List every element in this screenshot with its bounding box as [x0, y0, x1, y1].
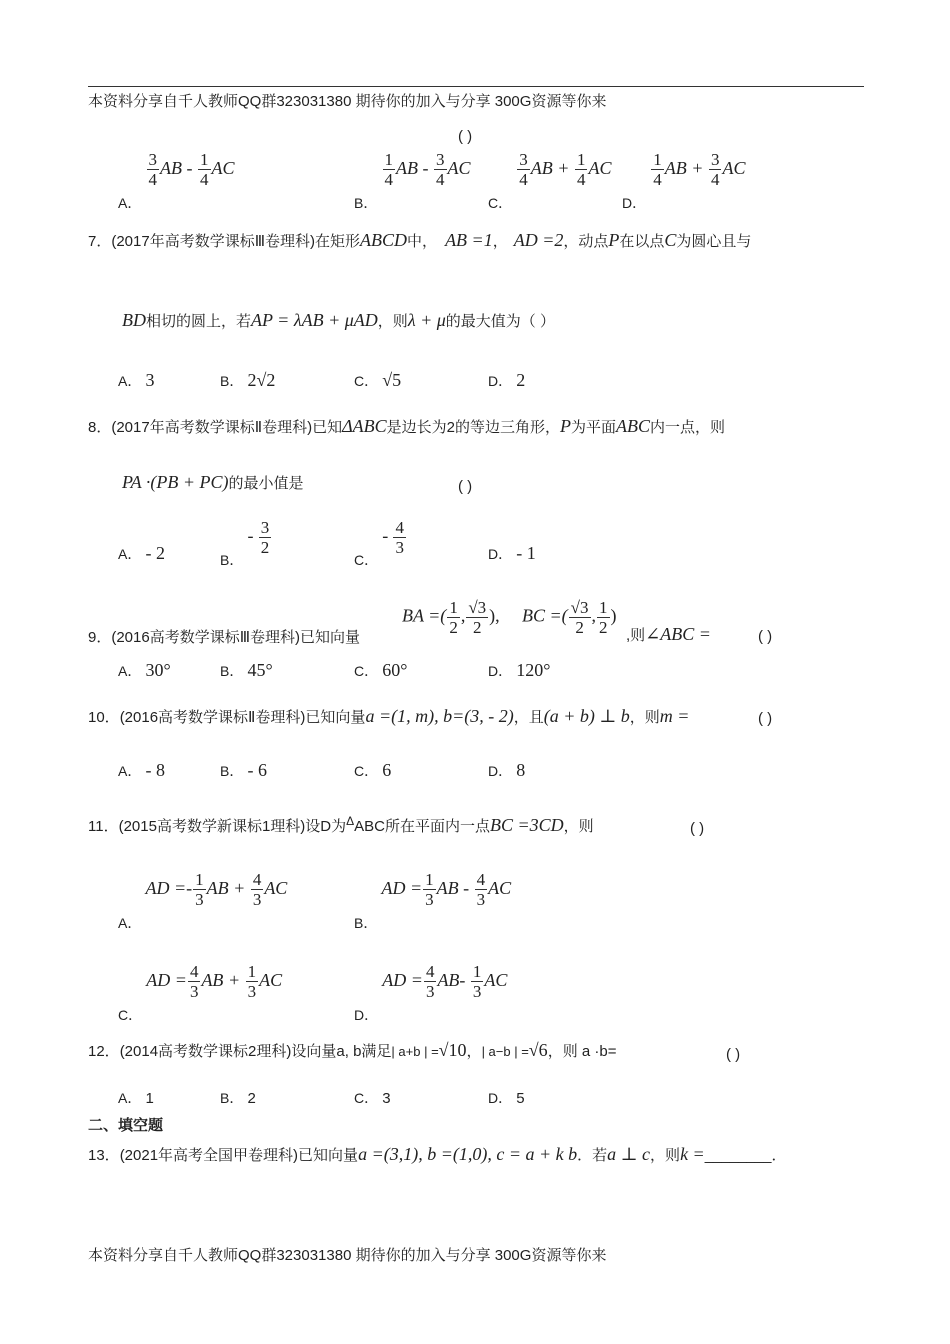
q9-stem-tail: ,则∠ABC = — [626, 624, 711, 644]
q7-option-c[interactable]: C． √5 — [354, 370, 402, 390]
q8-option-a[interactable]: A． - 2 — [118, 543, 166, 563]
q11-option-b[interactable]: B． AD = $\frac{1}{3}$ AB - $\frac{4}{3}$ AC — [354, 870, 512, 931]
q6-option-c[interactable]: C． $\frac{3}{4}$ AB + $\frac{1}{4}$ AC — [488, 150, 612, 211]
q9-option-b[interactable]: B． 45° — [220, 660, 273, 680]
q6-option-b[interactable]: B． $\frac{1}{4}$ AB - $\frac{3}{4}$ AC — [354, 150, 471, 211]
q7-option-d[interactable]: D． 2 — [488, 370, 526, 390]
q8-option-d[interactable]: D． - 1 — [488, 543, 536, 563]
q11-paren: ( ) — [690, 820, 705, 837]
q8-option-c[interactable]: C． - $\frac{4}{3}$ — [354, 518, 404, 569]
section-fill-in-title: 二、填空题 — [88, 1117, 164, 1134]
q9-option-c[interactable]: C． 60° — [354, 660, 408, 680]
q9-paren: ( ) — [758, 628, 773, 645]
q9-option-d[interactable]: D． 120° — [488, 660, 551, 680]
q10-stem: 10．(2016高考数学课标Ⅱ卷理科)已知向量a =(1, m), b=(3, - 2)，且(a + b) ⊥ b，则m = — [88, 706, 690, 726]
q7-stem-line2: BD相切的圆上，若AP = λAB + μAD，则λ + μ的最大值为（ ） — [122, 310, 555, 330]
q12-option-a[interactable]: A． 1 — [118, 1090, 154, 1107]
q8-stem-line1: 8．(2017年高考数学课标Ⅱ卷理科)已知ΔABC是边长为2的等边三角形，P为平面ABC内一点，则 — [88, 416, 726, 436]
q12-option-c[interactable]: C． 3 — [354, 1090, 391, 1107]
q6-option-d[interactable]: D． $\frac{1}{4}$ AB + $\frac{3}{4}$ AC — [622, 150, 746, 211]
q8-stem-line2: PA ·(PB + PC)的最小值是 — [122, 472, 304, 492]
header-rule — [88, 86, 864, 87]
q6-option-a[interactable]: A． $\frac{3}{4}$ AB - $\frac{1}{4}$ AC — [118, 150, 235, 211]
q9-vector-ba: BA =( $\frac{1}{2}$ , $\frac{√3}{2}$ ), — [402, 598, 500, 637]
q10-option-a[interactable]: A． - 8 — [118, 760, 166, 780]
q11-option-a[interactable]: A． AD =- $\frac{1}{3}$ AB + $\frac{4}{3}$ AC — [118, 870, 288, 931]
q11-option-d[interactable]: D． AD = $\frac{4}{3}$ AB- $\frac{1}{3}$ AC — [354, 962, 508, 1023]
q8-paren: ( ) — [458, 478, 473, 495]
header-text: 本资料分享自千人教师QQ群323031380 期待你的加入与分享 300G资源等你来 — [88, 93, 607, 110]
q12-option-d[interactable]: D． 5 — [488, 1090, 525, 1107]
q9-stem-text: 9．(2016高考数学课标Ⅲ卷理科)已知向量 — [88, 629, 361, 646]
footer-text: 本资料分享自千人教师QQ群323031380 期待你的加入与分享 300G资源等你来 — [88, 1247, 607, 1264]
q11-option-c[interactable]: C． AD = $\frac{4}{3}$ AB + $\frac{1}{3}$ AC — [118, 962, 283, 1023]
q13-stem: 13．(2021年高考全国甲卷理科)已知向量a =(3,1), b =(1,0), c = a + k b．若a ⊥ c，则k =________． — [88, 1144, 787, 1164]
q7-option-b[interactable]: B． 2√2 — [220, 370, 276, 390]
q7-stem-line1: 7．(2017年高考数学课标Ⅲ卷理科)在矩形ABCD中， AB =1， AD =2，动点P在以点C为圆心且与 — [88, 230, 752, 250]
q10-option-c[interactable]: C． 6 — [354, 760, 392, 780]
q9-vector-bc: BC =( $\frac{√3}{2}$ , $\frac{1}{2}$ ) — [522, 598, 617, 637]
q8-option-b[interactable]: B． - $\frac{3}{2}$ — [220, 518, 270, 569]
q12-paren: ( ) — [726, 1046, 741, 1063]
q11-stem: 11．(2015高考数学新课标1理科)设D为$^\Delta$ABC所在平面内一点BC =3CD，则 — [88, 814, 594, 835]
q13-answer-blank[interactable]: ________ — [704, 1147, 772, 1164]
q9-option-a[interactable]: A． 30° — [118, 660, 171, 680]
q6-paren: ( ) — [458, 128, 473, 145]
q7-option-a[interactable]: A． 3 — [118, 370, 155, 390]
q10-option-d[interactable]: D． 8 — [488, 760, 526, 780]
q12-stem: 12．(2014高考数学课标2理科)设向量a, b满足| a+b | =√10，| a−b | =√6，则 a ·b= — [88, 1040, 617, 1060]
q10-paren: ( ) — [758, 710, 773, 727]
q10-option-b[interactable]: B． - 6 — [220, 760, 268, 780]
q12-option-b[interactable]: B． 2 — [220, 1090, 256, 1107]
